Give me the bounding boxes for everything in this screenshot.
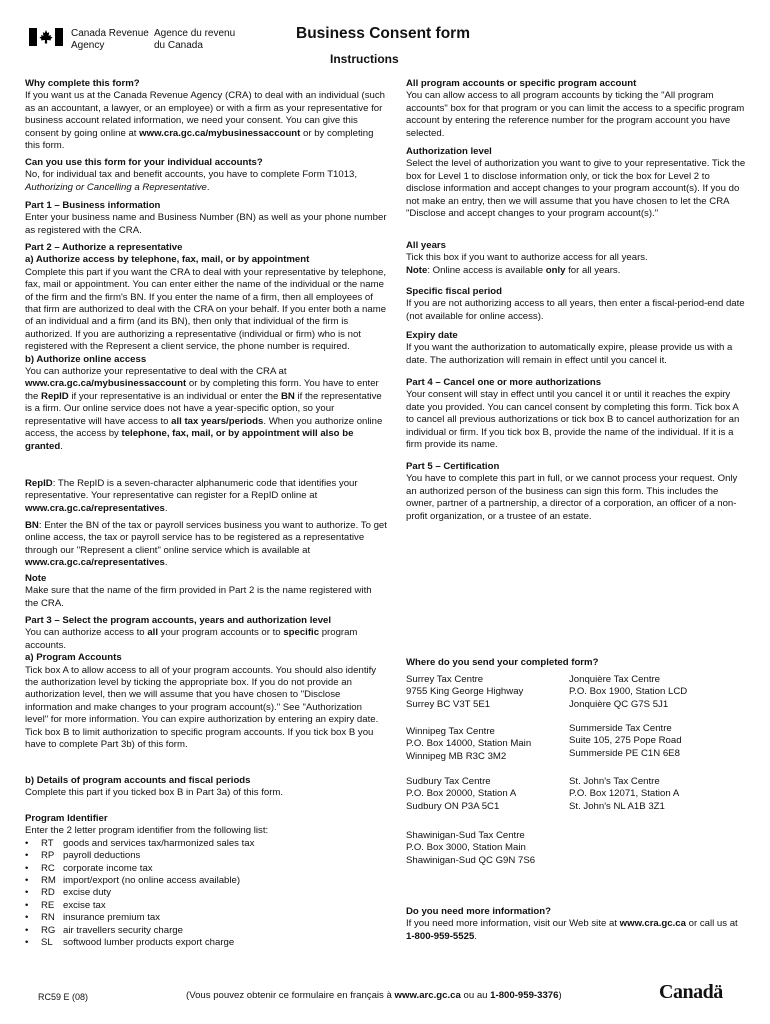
part2b-text-5: . When you authorize online access, the access by (25, 415, 383, 440)
program-identifier-heading: Program Identifier (25, 813, 108, 824)
tax-centre-sudbury: Sudbury Tax Centre P.O. Box 20000, Station A Sudbury ON P3A 5C1 (406, 776, 517, 812)
more-info-text-1: If you need more information, visit our Web site at (406, 918, 620, 930)
bullet-icon: • (25, 912, 29, 924)
program-desc: excise tax (63, 899, 106, 911)
all-years-note-2: for all years. (565, 264, 621, 276)
part3b-section (25, 775, 387, 800)
bn-representatives-link[interactable]: www.cra.gc.ca/representatives (25, 557, 165, 569)
part3b-text: Complete this part if you ticked box B in Part 3a) of this form. (25, 787, 284, 799)
program-code: SL (41, 937, 53, 949)
program-desc: payroll deductions (63, 850, 141, 862)
program-item (25, 900, 387, 912)
tax-centre-jonquiere: Jonquière Tax Centre P.O. Box 1900, Station LCD Jonquière QC G7S 5J1 (569, 674, 688, 710)
part3-section (25, 615, 387, 751)
part4-text: Your consent will stay in effect until you cancel it or until it reaches the expiry date you provided. You can cancel consent by completing this form. Tick box A to cancel all previous authorizations or tick box B to cancel authorization for an individual or firm. If you tick box B, provide the name of the individual. If it is a firm provide its name. (406, 389, 740, 451)
program-item (25, 937, 387, 949)
all-years-section (406, 240, 746, 277)
part5-text: You have to complete this part in full, or we cannot process your request. Only an authorized person of the business can sign this form. This includes the owner, partner of a partnership, a director of a corporation, an officer of a non-profit organization, or a trustee of an estate. (406, 473, 738, 522)
individual-text (25, 169, 387, 194)
note-section (25, 573, 387, 610)
bn-label: BN (25, 520, 39, 531)
individual-text-1: No, for individual tax and benefit accounts, you have to complete Form T1013, (25, 169, 358, 181)
part2-section (25, 242, 387, 453)
program-desc: air travellers security charge (63, 924, 183, 936)
program-list (25, 838, 387, 950)
form-title: Business Consent form (296, 25, 470, 42)
canada-flag-icon (29, 28, 63, 46)
why-text-1: If you want us at the Canada Revenue Agency (CRA) to deal with an individual (such as an accountant, a lawyer, or an employee) or with a firm as your representative for business account related information, we need your consent. You can give this consent by going online at (25, 90, 385, 139)
authorization-level-text: Select the level of authorization you want to give to your representative. Tick the box for Level 1 to disclose information only, or tick the box for Level 2 to disclose information and accept changes to your program account(s). If you do not make an entry, then we will assume that you have chosen to let the CRA "Disclose and accept changes to your program account(s)." (406, 158, 746, 220)
authorization-level-heading: Authorization level (406, 146, 492, 157)
part2b-link[interactable]: www.cra.gc.ca/mybusinessaccount (25, 378, 187, 390)
french-note-2: ou au (460, 990, 491, 1001)
tax-centre-summerside: Summerside Tax Centre Suite 105, 275 Pope Road Summerside PE C1N 6E8 (569, 723, 682, 759)
program-code: RN (41, 912, 55, 924)
fiscal-period-section (406, 286, 746, 323)
where-heading: Where do you send your completed form? (406, 657, 599, 668)
part2b-all-years: all tax years/periods (171, 415, 264, 427)
tax-centre-shawinigan: Shawinigan-Sud Tax Centre P.O. Box 3000, Station Main Shawinigan-Sud QC G9N 7S6 (406, 830, 536, 866)
part2b-heading: b) Authorize online access (25, 353, 147, 365)
program-desc: excise duty (63, 887, 111, 899)
program-code: RM (41, 875, 56, 887)
program-code: RP (41, 850, 55, 862)
all-years-note-1: : Online access is available (427, 264, 546, 276)
all-years-note (406, 265, 746, 277)
french-note-1: (Vous pouvez obtenir ce formulaire en français à (186, 990, 395, 1001)
bullet-icon: • (25, 887, 29, 899)
all-years-heading: All years (406, 240, 447, 251)
program-item (25, 863, 387, 875)
bullet-icon: • (25, 862, 29, 874)
part2b-bn: BN (280, 390, 295, 402)
part2-heading: Part 2 – Authorize a representative (25, 242, 183, 253)
tax-centre-surrey: Surrey Tax Centre 9755 King George Highway Surrey BC V3T 5E1 (406, 674, 524, 710)
part1-text: Enter your business name and Business Number (BN) as well as your phone number as registered with the CRA. (25, 212, 387, 236)
agency-en-line2: Agency (71, 39, 105, 51)
individual-heading: Can you use this form for your individual accounts? (25, 157, 263, 168)
cra-phone-number: 1-800-959-5525 (406, 930, 475, 942)
note-text: Make sure that the name of the firm provided in Part 2 is the name registered with the CRA. (25, 585, 372, 609)
fiscal-period-text: If you are not authorizing access to all years, then enter a fiscal-period-end date (not available for online access). (406, 298, 745, 322)
part2b-repid: RepID (41, 390, 69, 402)
bn-desc: : Enter the BN of the tax or payroll services business you want to authorize. To get online access, the tax or payroll service has to be registered as a representative through our "Represent a client" online service which is available at (25, 520, 387, 556)
part3-text (25, 627, 387, 652)
agency-fr-line2: du Canada (154, 39, 203, 51)
part2b-text-6: . (60, 440, 63, 452)
part1-section (25, 200, 387, 237)
program-code: RG (41, 924, 56, 936)
program-desc: corporate income tax (63, 862, 153, 874)
bullet-icon: • (25, 937, 29, 949)
all-years-only: only (545, 264, 566, 276)
note-heading: Note (25, 573, 47, 584)
agency-en-line1: Canada Revenue (71, 28, 149, 39)
program-code: RT (41, 837, 54, 849)
part3-text-2: your program accounts or to (157, 627, 284, 639)
part2b-text-4: if the representative is a firm. Our online service does not have a year-specific option, so your representative will have access to (25, 390, 382, 427)
program-desc: softwood lumber products export charge (63, 937, 235, 949)
part3-all: all (147, 627, 158, 639)
bn-text (25, 520, 387, 570)
program-identifier-section (25, 813, 387, 949)
repid-label: RepID (25, 478, 53, 489)
mybusinessaccount-link[interactable]: www.cra.gc.ca/mybusinessaccount (139, 127, 301, 139)
all-accounts-section (406, 78, 746, 140)
program-code: RE (41, 899, 55, 911)
bullet-icon: • (25, 875, 29, 887)
more-info-text-2: or call us at (685, 918, 738, 930)
program-identifier-text: Enter the 2 letter program identifier from the following list: (25, 825, 269, 837)
agency-name-fr (154, 28, 235, 51)
part5-heading: Part 5 – Certification (406, 461, 500, 472)
repid-desc: : The RepID is a seven-character alphanumeric code that identifies your representative. Your representative can register for a RepID online at (25, 478, 358, 502)
cra-website-link[interactable]: www.cra.gc.ca (619, 918, 686, 930)
part3a-heading: a) Program Accounts (25, 652, 122, 664)
part4-heading: Part 4 – Cancel one or more authorizations (406, 377, 602, 388)
all-accounts-heading: All program accounts or specific program account (406, 78, 637, 89)
fiscal-period-heading: Specific fiscal period (406, 286, 502, 297)
part2a-heading: a) Authorize access by telephone, fax, mail, or by appointment (25, 254, 310, 266)
program-item (25, 912, 387, 924)
why-text (25, 90, 387, 152)
why-text-2: or by completing this form. (25, 127, 374, 152)
more-info-text (406, 918, 746, 943)
repid-text (25, 478, 387, 515)
tax-centre-winnipeg: Winnipeg Tax Centre P.O. Box 14000, Station Main Winnipeg MB R3C 3M2 (406, 726, 532, 762)
bn-section (25, 520, 387, 570)
form-code: RC59 E (08) (38, 992, 89, 1002)
french-note-3: ) (558, 990, 562, 1001)
more-info-heading: Do you need more information? (406, 906, 551, 917)
program-item (25, 925, 387, 937)
more-info-section (406, 906, 746, 943)
part3-text-3: program accounts. (25, 627, 358, 651)
part3b-heading: b) Details of program accounts and fiscal periods (25, 775, 251, 786)
more-info-text-3: . (474, 930, 477, 942)
all-years-note-label: Note (406, 264, 428, 276)
program-desc: insurance premium tax (63, 912, 161, 924)
bn-end: . (164, 557, 168, 569)
part2b-text-3: if your representative is an individual or enter the (68, 390, 281, 402)
part3a-text-b: Tick box B to limit authorization to specific program accounts. If you tick box B you have to complete Part 3b) of this form. (25, 726, 374, 751)
section-title: Instructions (330, 52, 399, 66)
repid-section (25, 478, 387, 515)
all-years-text: Tick this box if you want to authorize access for all years. (406, 252, 648, 264)
program-desc: goods and services tax/harmonized sales tax (63, 837, 255, 849)
program-item (25, 850, 387, 862)
individual-section (25, 157, 387, 194)
authorization-level-section (406, 146, 746, 220)
representatives-link[interactable]: www.cra.gc.ca/representatives (25, 502, 165, 514)
bullet-icon: • (25, 924, 29, 936)
part2a-text: Complete this part if you want the CRA to deal with your representative by telephone, fax, mail or appointment. You can enter either the name of the individual or the name of the firm and the firm's BN. If you enter the name of a firm, then all employees of that firm are authorized to deal with the CRA on your behalf. If you enter both a name of an individual and a firm (and its BN), then only that individual of the firm is authorized. If you are authorizing a representative (individual or firm) who is not registered with the Represent a client service, the phone number is required. (25, 266, 387, 353)
program-item (25, 838, 387, 850)
part4-section (406, 377, 746, 451)
bullet-icon: • (25, 850, 29, 862)
agency-name-en (71, 28, 149, 51)
part2b-text-1: You can authorize your representative to deal with the CRA at (25, 366, 287, 378)
why-heading: Why complete this form? (25, 78, 140, 89)
individual-text-2: . (206, 181, 210, 193)
why-section (25, 78, 387, 152)
expiry-date-section (406, 330, 746, 367)
part3a-text-a: Tick box A to allow access to all of your program accounts. You should also identify the authorization level by ticking the appropriate box. If you do not provide an authorization level, then we will assume that you have chosen to "Disclose information and make changes to your program account(s)." See "Authorization level" for more information. You can expire authorization by entering an expiry date. (25, 664, 379, 726)
program-desc: import/export (no online access available) (63, 875, 241, 887)
canada-wordmark-logo: Canadä (659, 981, 723, 1003)
french-version-note (186, 990, 562, 1002)
part3-specific: specific (283, 627, 320, 639)
part1-heading: Part 1 – Business information (25, 200, 161, 211)
part2b-telephone: telephone, fax, mail, or by appointment will also be granted (25, 428, 354, 452)
repid-end: . (164, 502, 168, 514)
program-item (25, 875, 387, 887)
program-item (25, 887, 387, 899)
all-accounts-text: You can allow access to all program accounts by ticking the "All program accounts" box for that program or you can limit the access to a specific program account by entering the reference number for the program account you have selected. (406, 90, 745, 139)
expiry-date-text: If you want the authorization to automatically expire, please provide us with a date. The authorization will remain in effect until you cancel it. (406, 342, 733, 366)
program-code: RC (41, 862, 55, 874)
part5-section (406, 461, 746, 523)
agency-fr-line1: Agence du revenu (154, 28, 236, 39)
t1013-title: Authorizing or Cancelling a Representative (25, 181, 207, 193)
part2b-text (25, 366, 387, 453)
part3-text-1: You can authorize access to (25, 627, 148, 639)
tax-centre-st-johns: St. John's Tax Centre P.O. Box 12071, Station A St. John's NL A1B 3Z1 (569, 776, 680, 812)
part2b-text-2: or by completing this form. You have to enter the (25, 378, 379, 402)
program-code: RD (41, 887, 55, 899)
expiry-date-heading: Expiry date (406, 330, 458, 341)
bullet-icon: • (25, 837, 29, 849)
arc-phone-number: 1-800-959-3376 (490, 990, 559, 1001)
part3-heading: Part 3 – Select the program accounts, years and authorization level (25, 615, 332, 626)
bullet-icon: • (25, 899, 29, 911)
arc-website-link[interactable]: www.arc.gc.ca (394, 990, 461, 1001)
